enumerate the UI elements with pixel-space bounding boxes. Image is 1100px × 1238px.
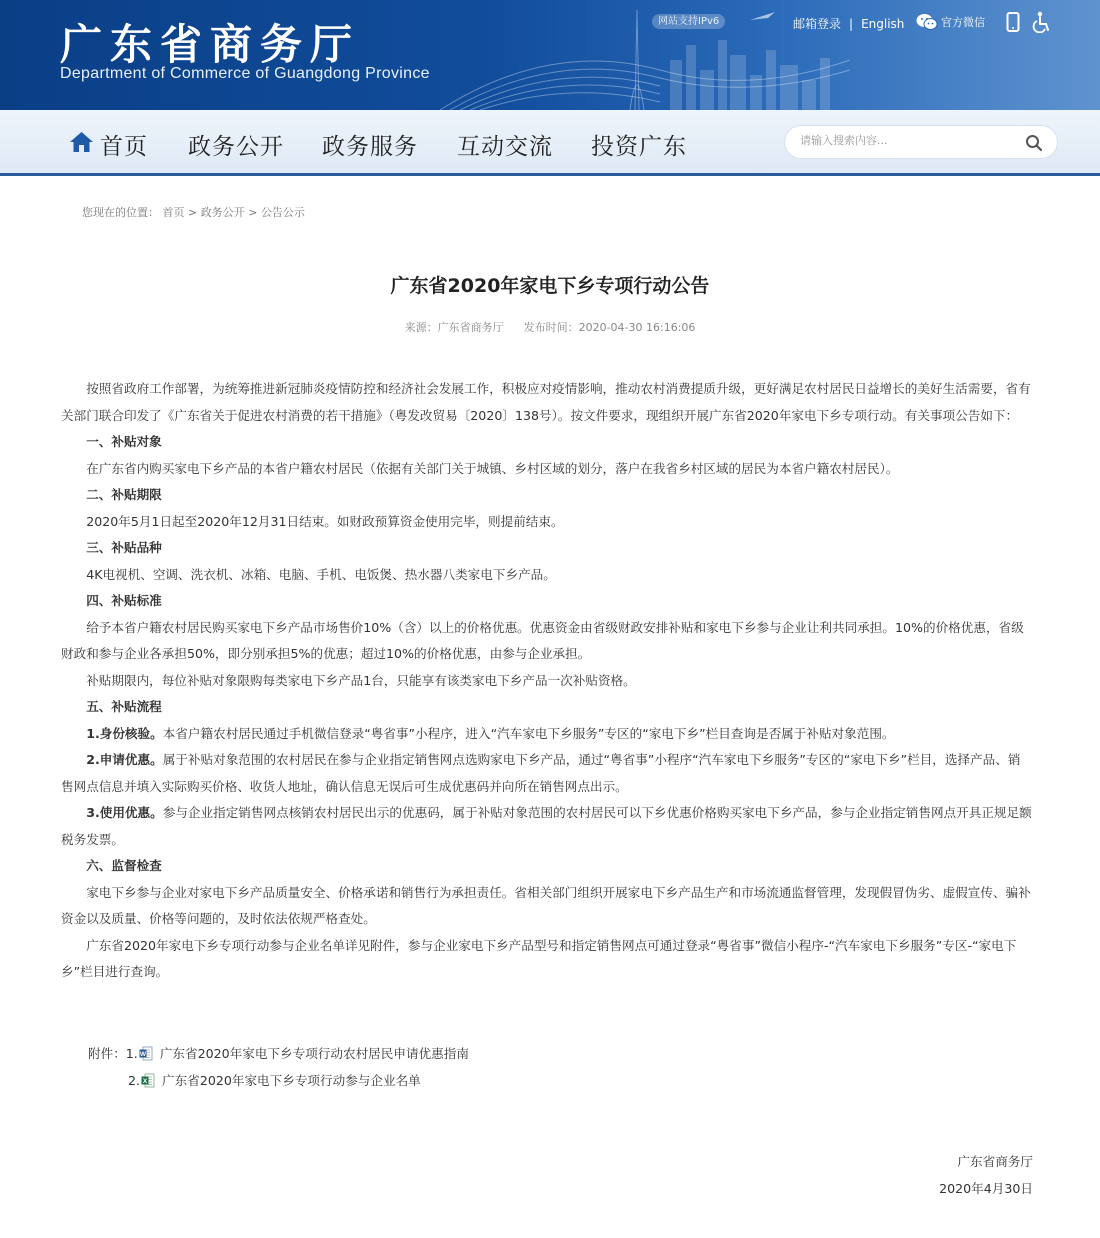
search-box — [784, 125, 1058, 159]
section-heading: 六、监督检查 — [86, 858, 162, 873]
step-label: 1.身份核验。 — [86, 725, 163, 741]
section-heading: 三、补贴品种 — [86, 540, 162, 555]
wechat-icon — [916, 13, 938, 31]
breadcrumb-sep: > — [244, 206, 261, 219]
mail-login-link[interactable]: 邮箱登录 — [793, 17, 842, 31]
attachment-link-guide[interactable]: 广东省2020年家电下乡专项行动农村居民申请优惠指南 — [159, 1046, 469, 1061]
step-label: 3.使用优惠。 — [86, 805, 163, 820]
attachment-number: 1. — [125, 1046, 138, 1061]
breadcrumb-item-gov-affairs[interactable]: 政务公开 — [200, 206, 245, 219]
attachment-link-company-list[interactable]: 广东省2020年家电下乡专项行动参与企业名单 — [162, 1073, 421, 1088]
attachment-item — [88, 1067, 469, 1094]
breadcrumb — [82, 204, 305, 220]
paragraph-step — [61, 721, 1033, 748]
site-subtitle: Department of Commerce of Guangdong Province — [60, 65, 430, 82]
site-title[interactable]: 广东省商务厅 — [60, 20, 361, 69]
nav-item-interaction[interactable]: 互动交流 — [457, 134, 553, 160]
section-heading: 四、补贴标准 — [86, 593, 162, 608]
home-icon[interactable] — [69, 130, 94, 154]
top-links — [793, 15, 904, 32]
main-nav — [0, 110, 1100, 176]
section-heading: 二、补贴期限 — [86, 487, 162, 502]
search-icon[interactable] — [1025, 134, 1043, 152]
accessibility-icon[interactable] — [1032, 11, 1052, 33]
step-label: 2.申请优惠。 — [86, 752, 163, 767]
top-link-separator: | — [849, 16, 854, 31]
article-body — [61, 376, 1033, 986]
breadcrumb-item-home[interactable]: 首页 — [162, 206, 185, 219]
step-text: 本省户籍农村居民通过手机微信登录“粤省事”小程序，进入“汽车家电下乡服务”专区的“家电下乡”栏目查询是否属于补贴对象范围。 — [162, 725, 895, 741]
paragraph: 补贴期限内，每位补贴对象限购每类家电下乡产品1台，只能享有该类家电下乡产品一次补贴资格。 — [86, 672, 636, 688]
nav-item-gov-services[interactable]: 政务服务 — [322, 134, 418, 160]
attachment-number: 2. — [128, 1073, 141, 1088]
signature-org: 广东省商务厅 — [957, 1154, 1033, 1169]
skyline-illustration — [430, 0, 850, 110]
paragraph: 2020年5月1日起至2020年12月31日结束。如财政预算资金使用完毕，则提前结束。 — [86, 513, 564, 529]
paragraph-closing: 广东省2020年家电下乡专项行动参与企业名单详见附件，参与企业家电下乡产品型号和指定销售网点可通过登录“粤省事”微信小程序-“汽车家电下乡服务”专区-“家电下乡”栏目进行查询。 — [61, 937, 1017, 979]
nav-item-gov-affairs[interactable]: 政务公开 — [188, 134, 284, 160]
search-input[interactable] — [800, 134, 1020, 147]
article-source: 来源：广东省商务厅 — [404, 321, 504, 334]
breadcrumb-sep: > — [184, 206, 201, 219]
attachments — [88, 1040, 469, 1094]
ipv6-badge: 网站支持IPv6 — [652, 14, 725, 29]
site-banner — [0, 0, 1100, 110]
paragraph-step — [61, 747, 1033, 800]
paragraph: 家电下乡参与企业对家电下乡产品质量安全、价格承诺和销售行为承担责任。省相关部门组织开展家电下乡产品生产和市场流通监督管理，发现假冒伪劣、虚假宣传、骗补资金以及质量、价格等问题的，及时依法依规严格查处。 — [61, 884, 1031, 926]
page-title: 广东省2020年家电下乡专项行动公告 — [390, 275, 710, 297]
section-heading: 一、补贴对象 — [86, 434, 162, 449]
word-file-icon — [139, 1046, 153, 1061]
wechat-label: 官方微信 — [941, 16, 985, 29]
english-link[interactable]: English — [861, 16, 905, 31]
paragraph: 在广东省内购买家电下乡产品的本省户籍农村居民（依据有关部门关于城镇、乡村区域的划分，落户在我省乡村区域的居民为本省户籍农村居民）。 — [86, 460, 899, 476]
article-meta — [0, 319, 1100, 335]
paragraph-intro: 按照省政府工作部署，为统筹推进新冠肺炎疫情防控和经济社会发展工作，积极应对疫情影响，推动农村消费提质升级，更好满足农村居民日益增长的美好生活需要，省有关部门联合印发了《广东省关于促进农村消费的若干措施》（粤发改贸易〔2020〕138号）。按文件要求，现组织开展广东省2020年家电下乡专项行动。有关事项公告如下： — [61, 381, 1031, 423]
svg-text:X: X — [142, 1078, 148, 1085]
wechat-link[interactable] — [916, 13, 985, 31]
nav-item-home[interactable]: 首页 — [100, 134, 148, 160]
article-published-time: 发布时间：2020-04-30 16:16:06 — [523, 321, 696, 334]
step-text: 属于补贴对象范围的农村居民在参与企业指定销售网点选购家电下乡产品，通过“粤省事”小程序“汽车家电下乡服务”专区的“家电下乡”栏目，选择产品、销售网点信息并填入实际购买价格、收货人地址，确认信息无误后可生成优惠码并向所在销售网点出示。 — [61, 752, 1021, 794]
paragraph: 给予本省户籍农村居民购买家电下乡产品市场售价10%（含）以上的价格优惠。优惠资金由省级财政安排补贴和家电下乡参与企业让利共同承担。10%的价格优惠，省级财政和参与企业各承担50%，即分别承担5%的优惠；超过10%的价格优惠，由参与企业承担。 — [61, 619, 1024, 661]
paragraph-step — [61, 800, 1033, 853]
signature-date: 2020年4月30日 — [939, 1181, 1033, 1196]
attachments-label: 附件： — [88, 1046, 126, 1061]
section-heading: 五、补贴流程 — [86, 699, 162, 714]
svg-text:W: W — [139, 1051, 146, 1058]
breadcrumb-prefix: 您现在的位置： — [82, 206, 159, 219]
nav-item-invest[interactable]: 投资广东 — [591, 134, 687, 160]
excel-file-icon — [141, 1073, 155, 1088]
breadcrumb-item-notices[interactable]: 公告公示 — [260, 206, 305, 219]
attachment-item — [88, 1040, 469, 1067]
step-text: 参与企业指定销售网点核销农村居民出示的优惠码，属于补贴对象范围的农村居民可以下乡优惠价格购买家电下乡产品，参与企业指定销售网点开具正规足额税务发票。 — [61, 805, 1032, 847]
paragraph: 4K电视机、空调、洗衣机、冰箱、电脑、手机、电饭煲、热水器八类家电下乡产品。 — [86, 566, 556, 582]
mobile-icon[interactable] — [1006, 12, 1020, 32]
